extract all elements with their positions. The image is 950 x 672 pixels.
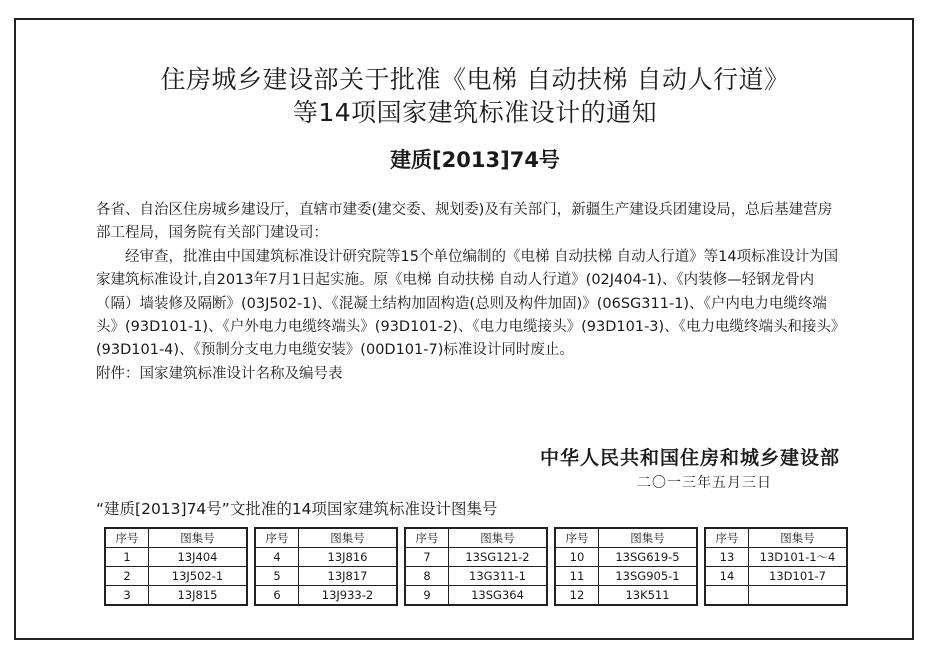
table-row (255, 586, 397, 606)
table-row (705, 586, 847, 606)
notice-body (96, 199, 839, 386)
seq-cell: 7 (405, 548, 449, 567)
seq-cell: 13 (705, 548, 749, 567)
code-cell: 13SG364 (449, 586, 548, 606)
document-number: 建质[2013]74号 (390, 148, 560, 172)
seq-cell: 8 (405, 567, 449, 586)
code-cell: 13G311-1 (449, 567, 548, 586)
seq-cell (705, 586, 749, 606)
issue-date: 二〇一三年五月三日 (637, 475, 772, 491)
header-seq: 序号 (405, 528, 449, 548)
seq-cell: 5 (255, 567, 299, 586)
atlas-table (104, 527, 848, 606)
table-caption: “建质[2013]74号”文批准的14项国家建筑标准设计图集号 (96, 500, 498, 518)
code-cell: 13J404 (149, 548, 248, 567)
code-cell: 13SG619-5 (599, 548, 698, 567)
atlas-table-group-1 (104, 527, 248, 606)
seq-cell: 11 (555, 567, 599, 586)
seq-cell: 2 (105, 567, 149, 586)
table-row (405, 586, 547, 606)
code-cell: 13J816 (299, 548, 398, 567)
table-row (255, 567, 397, 586)
seq-cell: 1 (105, 548, 149, 567)
seq-cell: 3 (105, 586, 149, 606)
table-row (105, 586, 247, 606)
attachment-line: 附件：国家建筑标准设计名称及编号表 (96, 365, 343, 382)
table-row (255, 548, 397, 567)
issuing-authority: 中华人民共和国住房和城乡建设部 (539, 447, 840, 469)
seq-cell: 4 (255, 548, 299, 567)
seq-cell: 9 (405, 586, 449, 606)
header-seq: 序号 (105, 528, 149, 548)
seq-cell: 12 (555, 586, 599, 606)
atlas-table-group-5 (704, 527, 848, 606)
code-cell: 13D101-7 (749, 567, 848, 586)
code-cell (749, 586, 848, 606)
header-code: 图集号 (299, 528, 398, 548)
table-row (105, 548, 247, 567)
header-code: 图集号 (749, 528, 848, 548)
header-seq: 序号 (705, 528, 749, 548)
header-code: 图集号 (149, 528, 248, 548)
atlas-table-group-4 (554, 527, 698, 606)
table-row (555, 586, 697, 606)
table-row (705, 548, 847, 567)
code-cell: 13K511 (599, 586, 698, 606)
atlas-table-group-2 (254, 527, 398, 606)
notice-text: 经审查，批准由中国建筑标准设计研究院等15个单位编制的《电梯 自动扶梯 自动人行道》等14项标准设计为国家建筑标准设计,自2013年7月1日起实施。原《电梯 自动扶梯 自动人行道》(02J404-1)、《内装修—轻钢龙骨内（隔）墙装修及隔断》(03J502-1)、《混凝土结构加固构造(总则及构件加固)》(06SG311-1)、《户内电力电缆终端头》(93D101-1)、《户外电力电缆终端头》(93D101-2)、《电力电缆接头》(93D101-3)、《电力电缆终端头和接头》(93D101-4)、《预制分支电力电缆安装》(00D101-7)标准设计同时废止。 (96, 248, 839, 359)
notice-title-line2: 等14项国家建筑标准设计的通知 (292, 98, 658, 127)
header-seq: 序号 (255, 528, 299, 548)
table-row (555, 567, 697, 586)
code-cell: 13J502-1 (149, 567, 248, 586)
table-row (405, 548, 547, 567)
code-cell: 13SG121-2 (449, 548, 548, 567)
code-cell: 13J933-2 (299, 586, 398, 606)
seq-cell: 14 (705, 567, 749, 586)
table-row (705, 567, 847, 586)
header-seq: 序号 (555, 528, 599, 548)
notice-title-line1: 住房城乡建设部关于批准《电梯 自动扶梯 自动人行道》 (160, 65, 790, 94)
code-cell: 13SG905-1 (599, 567, 698, 586)
atlas-table-group-3 (404, 527, 548, 606)
code-cell: 13J817 (299, 567, 398, 586)
seq-cell: 6 (255, 586, 299, 606)
seq-cell: 10 (555, 548, 599, 567)
addressee: 各省、自治区住房城乡建设厅，直辖市建委(建交委、规划委)及有关部门，新疆生产建设兵团建设局，总后基建营房部工程局，国务院有关部门建设司： (96, 202, 833, 242)
table-row (105, 567, 247, 586)
code-cell: 13J815 (149, 586, 248, 606)
header-code: 图集号 (599, 528, 698, 548)
table-row (405, 567, 547, 586)
table-row (555, 548, 697, 567)
header-code: 图集号 (449, 528, 548, 548)
code-cell: 13D101-1～4 (749, 548, 848, 567)
